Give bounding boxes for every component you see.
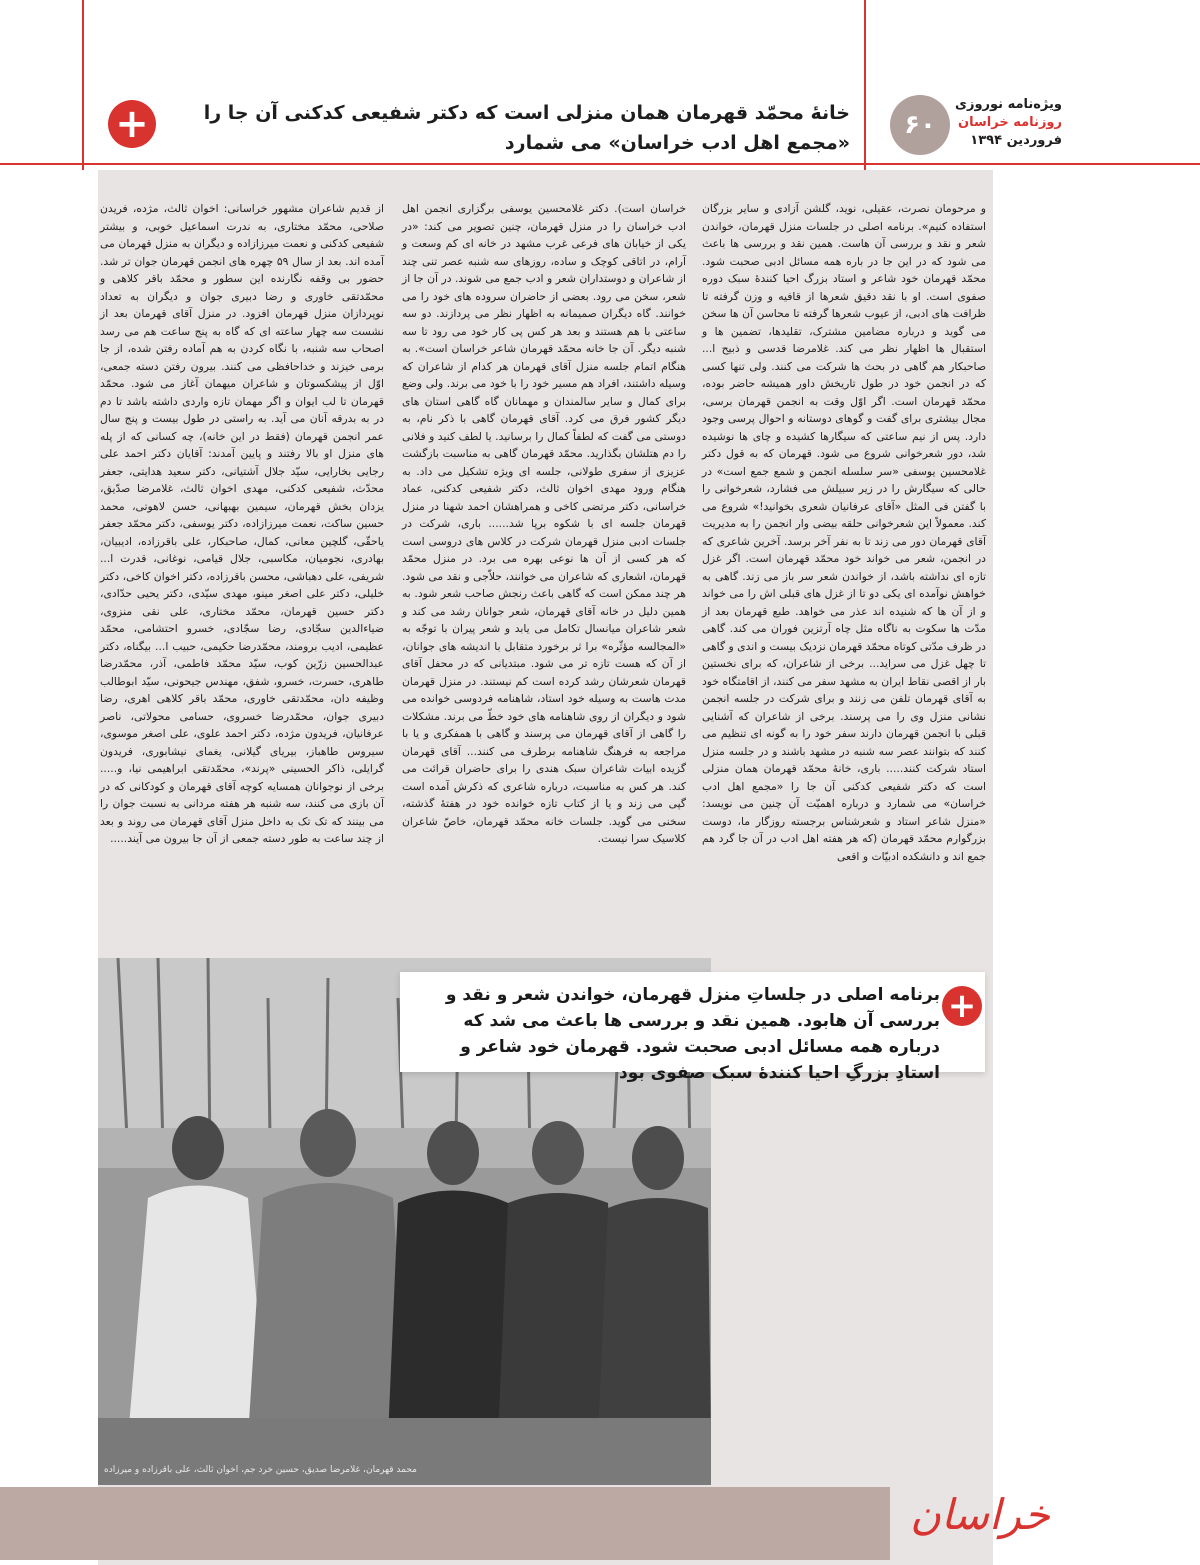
article-column-2-text: خراسان است). دکتر غلامحسین یوسفی برگزاری انجمن اهل ادب خراسان را در منزل قهرمان، چنین تصویر می کند: «در یکی از خیابان های فرعی غرب مشهد در خانه ای کم وسعت و آرام، در اتاقی کوچک و ساده، روزهای سه شنبه عصر تنی چند از شاعران و دوستداران شعر و ادب جمع می شوند. در آن جا از شعر، سخن می رود. بعضی از حاضران سروده های خود را می خوانند. گاه دیگران صمیمانه به اظهار نظر می پردازند. دو سه ساعتی با هم هستند و بعد هر کس پی کار خود می رود تا سه شنبه دیگر. آن جا خانه محمّد قهرمان شاعر خراسان است». به هنگام اتمام جلسه منزل آقای قهرمان هر کدام از شاعران که وسیله داشتند، افراد هم مسیر خود را با خود می برند. ولی وضع برای کمال و سایر سالمندان و مهمانان گاه گاهی استان های دیگر کشور فرق می کرد. آقای قهرمان گاهی با ذکر نام، به دوستی می گفت که لطفاً کمال را برسانید. یا لطف کنید و فلانی را دم هتلشان بگذارید. محمّد قهرمان گاهی به مناسبت بازگشت عزیزی از سفری طولانی، جلسه ای ویژه تشکیل می داد. به هنگام ورود مهدی اخوان ثالث، دکتر شفیعی کدکنی، عماد خراسانی، دکتر مرتضی کاخی و همراهشان احمد شهنا در منزل قهرمان جلسه ای با شکوه برپا شد...... باری، شرکت در جلسات ادبی منزل قهرمان شرکت در کلاس های دروسی است که هر کسی از آن ها نوعی بهره می برد. در منزل محمّد قهرمان، اشعاری که شاعران می خوانند، حلاّجی و نقد می شود. هر چند ممکن است که گاهی باعث رنجش صاحب شعر شود. به همین دلیل در خانه آقای قهرمان، شعر جوانان رشد می کند و شعر شاعران میانسال تکامل می یابد و شعر پیران با توجّه به «المجالسه مؤثّره» برا ثر برخورد متقابل با اندیشه های جوانان، از آن که هست تازه تر می شود. مبتدیانی که در محفل آقای قهرمان شعرشان رشد کرده است کم نیستند. در منزل قهرمان مدت هاست به وسیله خود استاد، شاهنامه فردوسی خوانده می شود و دیگران از روی شاهنامه های خود خطّ می برند. مشکلات را گاهی از آقای قهرمان می پرسند و گاهی با همفکری و یا با مراجعه به فرهنگ شاهنامه برطرف می کنند... آقای قهرمان گزیده ابیات شاعران سبک هندی را برای حاضران قرائت می کند. هر کس به مناسبت، درباره شاعری که ذکرش آمده است گپی می زند و یا از کتاب تازه خوانده خود در هفتۀ گذشته، سخنی می گوید. جلسات خانه محمّد قهرمان، خاصّ شاعران کلاسیک سرا نیست.: [402, 202, 686, 845]
header-rule: [0, 163, 1200, 165]
pullquote-text: برنامه اصلی در جلساتِ منزل قهرمان، خواندن شعر و نقد و بررسی آن هابود. همین نقد و بررسی ها باعث می شد که درباره همه مسائل ادبی صحبت شود. قهرمان خود شاعر و استادِ بزرگِ احیا کنندۀ سبک صفوی بود: [445, 985, 940, 1083]
article-column-2: [402, 200, 686, 955]
article-column-3-text: از قدیم شاعران مشهور خراسانی: اخوان ثالث، مژده، فریدن صلاحی، محمّد مختاری، به ندرت اسماعیل خوبی، و بیشتر شفیعی کدکنی و نعمت میرزازاده و دیگران به منزل قهرمان می آمده اند. بعد از سال ۵۹ چهره های انجمن قهرمان جوان تر شد. حضور بی وقفه نگارنده این سطور و محمّد باقر کلاهی و محمّدتقی خاوری و رضا دبیری جوان و دیگران به تعداد نوپردازان منزل قهرمان افزود. در منزل آقای قهرمان بعد از نشست سه چهار ساعته ای که گاه به پنج ساعت هم می رسد اصحاب سه شنبه، با نگاه کردن به هم آماده رفتن شده، از جا برمی خیزند و خداحافظی می کنند. بیرون رفتن دسته جمعی، اوّل از پیشکسوتان و شاعران میهمان آغاز می شود. محمّد قهرمان تا لب ایوان و اگر مهمان تازه واردی داشته باشد تا دم در به بدرقه آنان می آید. به راستی در طول بیست و پنج سال عمر انجمن قهرمان (فقط در این خانه)، چه کسانی که از پله های منزل او بالا رفتند و پایین آمدند: آقایان دکتر احمد علی رجایی بخارایی، سیّد جلال آشتیانی، دکتر سعید هدایتی، جعفر محدّث، شفیعی کدکنی، مهدی اخوان ثالث، غلامرضا صدّیق، یزدان بخش قهرمان، سیمین بهبهانی، حسن لاهوتی، محمد حسین ساکت، نعمت میرزازاده، دکتر یوسفی، دکتر محمّد جعفر یاحقّی، گلچین معانی، کمال، صاحبکار، علی باقرزاده، ادیبیان، بهادری، نجومیان، مکاسبی، جلال قیامی، نوغانی، قدرت ا... شریفی، علی دهباشی، محسن باقرزاده، دکتر اخوان کاخی، دکتر خلیلی، دکتر علی اصغر مینو، مهدی سیّدی، دکتر یحیی حدّادی، دکتر حسین قهرمان، محمّد مختاری، علی نقی منزوی، ضیاءالدین سجّادی، رضا سجّادی، خسرو احتشامی، محمّد عظیمی، ادیب برومند، محمّدرضا حکیمی، حبیب ا... بیگناه، دکتر عبدالحسین زرّین کوب، سیّد محمّد فاطمی، آذر، محمّدرضا طاهری، حسرت، خسرو، شفق، مهندس جیحونی، سیّد ابوطالب وظیفه دان، محمّدتقی خاوری، محمّد باقر کلاهی اهری، رضا دبیری جوان، محمّدرضا خسروی، حسامی محولاتی، ناصر عرفانیان، فریدون مژده، دکتر احمد علوی، علی اصغر موسوی، سیروس طاهباز، بیریای گیلانی، یغمای نیشابوری، فریدون گرایلی، ذاکر الحسینی «پرند»، محمّدتقی ابراهیمی نیا، و..... برخی از نوجوانان همسایه کوچه آقای قهرمان و کودکانی که در آن بازی می کنند، سه شنبه هر هفته مردانی به نسبت جوان را می بینند که تک تک به داخل منزل آقای قهرمان می روند و بعد از چند ساعت به طور دسته جمعی از آن جا بیرون می آیند.....: [100, 202, 384, 845]
header-title: خانۀ محمّد قهرمان همان منزلی است که دکتر شفیعی کدکنی آن جا را «مجمع اهل ادب خراسان» می شمارد: [203, 102, 850, 154]
khorasan-logo: خراسان: [910, 1490, 1050, 1539]
frame-rule-right: [864, 0, 866, 170]
bottom-band: [0, 1487, 890, 1560]
article-column-1: [702, 200, 986, 955]
masthead-edition: ویژه‌نامه نوروزی: [955, 97, 1062, 112]
article-column-3: [100, 200, 384, 955]
article-column-1-text: و مرحومان نصرت، عقیلی، نوید، گلشن آزادی و سایر بزرگان استفاده کنیم». برنامه اصلی در جلسات منزل قهرمان، خواندن شعر و نقد و بررسی آن هاست. همین نقد و بررسی ها باعث می شود که در این جا در باره همه مسائل ادبی صحبت شود. محمّد قهرمان خود شاعر و استاد بزرگ احیا کنندۀ سبک دوره صفوی است. او با نقد دقیق شعرها از قافیه و وزن گرفته تا ظرافت های ادبی، از عیوب شعرها گرفته تا محاسن آن ها سخن می گوید و درباره مضامین مشترک، تقلیدها، تضمین ها و استقبال ها اظهار نظر می کند. غلامرضا قدسی و ذبیح ا... صاحبکار هم گاهی در بحث ها شرکت می کنند. ولی تنها کسی که در انجمن خود در طول تاریخش داور همیشه حاضر بوده، محمّد قهرمان است. اگر اوّل وقت به انجمن قهرمان برسی، مجال بیشتری برای گفت و گوهای دوستانه و احوال پرسی وجود دارد. پس از نیم ساعتی که سیگارها کشیده و چای ها نوشیده شد، دور شعرخوانی شروع می شود. قهرمان که به قول دکتر غلامحسین یوسفی «سر سلسله انجمن و شمع جمع است» در حالی که سیگارش را در زیر سبیلش می فشارد، شعرخوانی را با گفتن فی المثل «آقای عرفانیان شعری بخوانید!» شروع می کند. معمولاً این شعرخوانی حلقه بیضی وار انجمن را به مدیریت آقای قهرمان دور می زند تا به نفر آخر برسد. آخرین شاعری که در انجمن، شعر می خواند خود محمّد قهرمان است. اگر غزل تازه ای نداشته باشد، از خواندن شعر سر باز می زند. گاهی به خواهش نوآمده ای یکی دو تا از غزل های قبلی اش را می خواند و از آن ها که شنیده اند عذر می خواهد. طبع قهرمان بعد از مدّت ها سکوت به ناگاه مثل چاه آرتزین فوران می کند. گاهی در ظرف مدّتی کوتاه محمّد قهرمان نزدیک بیست و اندی و گاهی تا چهل غزل می سراید... برخی از شاعران، که برای نخستین بار از اقصی نقاط ایران به مشهد سفر می کنند، از اقامتگاه خود به آقای قهرمان تلفن می زنند و برای شرکت در جلسه انجمن نشانی منزل وی را می پرسند. برخی از شاعران که آشنایی قبلی با انجمن قهرمان دارند سفر خود را به گونه ای تنظیم می کنند که بتوانند عصر سه شنبه در مشهد باشند و در جلسه منزل استاد شرکت کنند..... باری، خانۀ محمّد قهرمان همان منزلی است که دکتر شفیعی کدکنی آن جا را «مجمع اهل ادب خراسان» می شمارد و درباره اهمیّت آن چنین می نویسد: «منزل شاعر استاد و شعرشناس برجسته روزگار ما، دوست بزرگوارم محمّد قهرمان (که هر هفته اهل ادب در آن جا گرد هم جمع اند و دانشکده ادبیّات و اقعی: [701, 202, 986, 863]
masthead-brand: روزنامه خراسان: [958, 115, 1062, 130]
header-plus-icon: +: [108, 100, 156, 148]
page-number: ۶۰: [890, 95, 950, 155]
pullquote-plus-icon: +: [942, 986, 982, 1026]
masthead: [952, 96, 1062, 150]
frame-rule-left: [82, 0, 84, 170]
photo-caption: محمد قهرمان، غلامرضا صدیق، حسین خرد جم، اخوان ثالث، علی باقرزاده و میرزاده: [104, 1465, 417, 1475]
masthead-date: فروردین ۱۳۹۴: [970, 133, 1062, 148]
